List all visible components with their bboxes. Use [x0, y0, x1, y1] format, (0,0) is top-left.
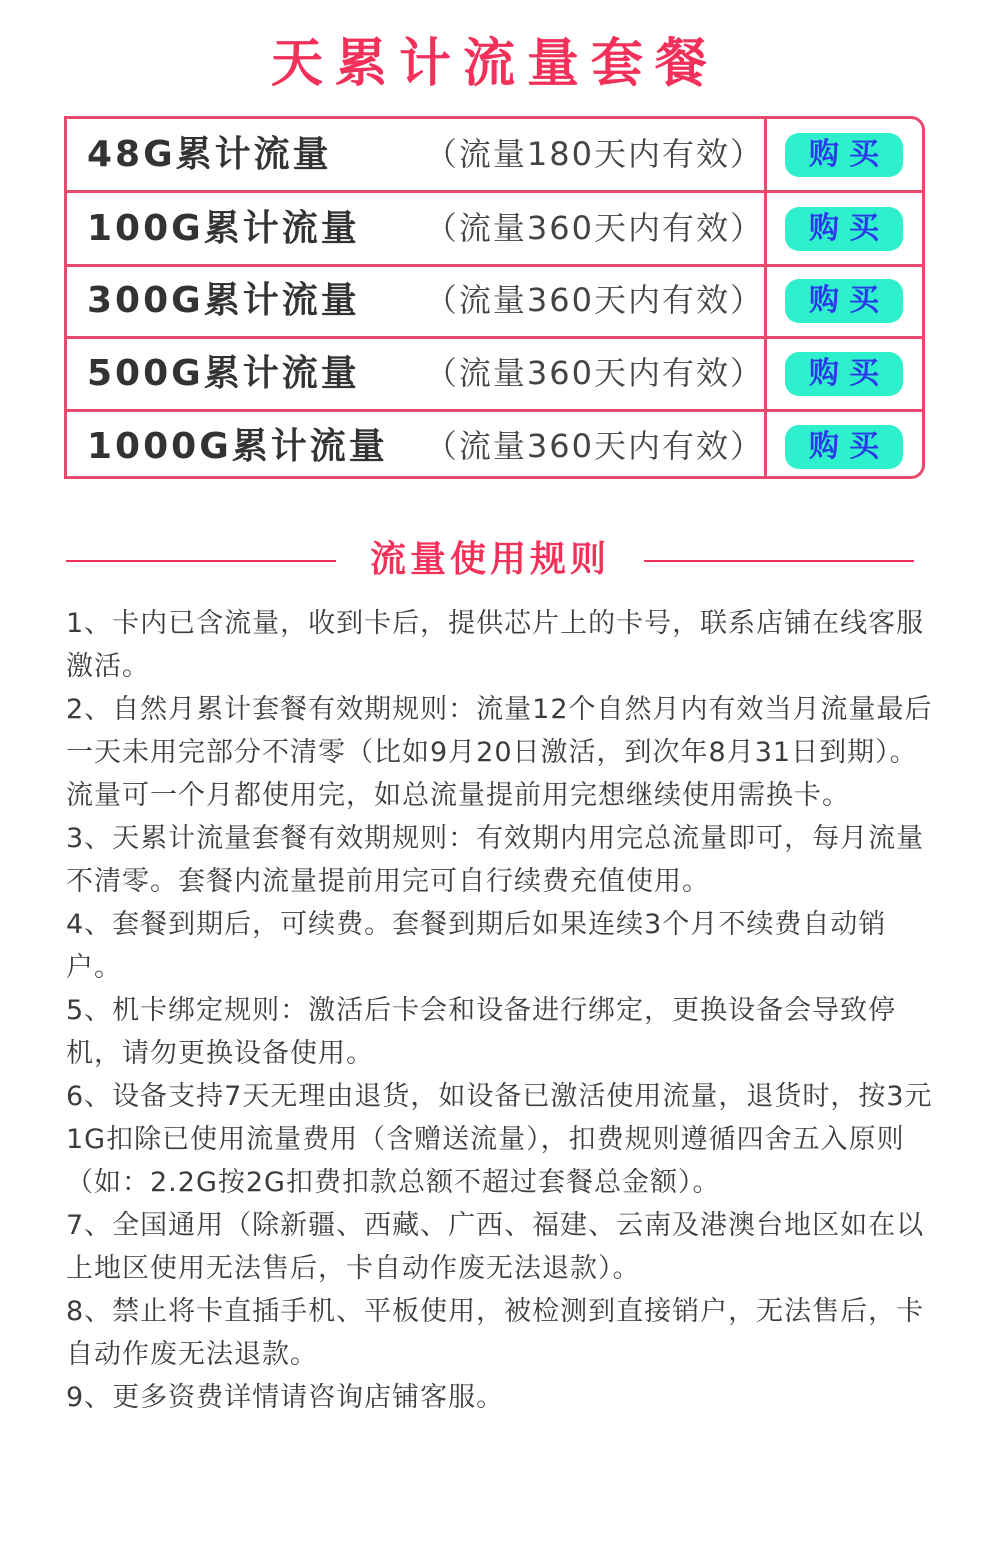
column-divider — [764, 119, 767, 190]
page-title: 天累计流量套餐 — [270, 34, 719, 94]
rules-title: 流量使用规则 — [369, 539, 610, 580]
column-divider — [764, 193, 767, 264]
rules-list — [66, 602, 934, 1419]
rules-header — [66, 530, 914, 590]
column-divider — [764, 265, 767, 336]
plan-validity: （流量360天内有效） — [424, 209, 764, 247]
plan-row — [67, 265, 922, 339]
plan-validity: （流量360天内有效） — [424, 427, 764, 465]
plan-row — [67, 193, 922, 267]
buy-button[interactable]: 购买 — [785, 425, 903, 469]
rule-item: 3、天累计流量套餐有效期规则：有效期内用完总流量即可，每月流量不清零。套餐内流量提前用完可自行续费充值使用。 — [66, 823, 925, 897]
rule-item: 5、机卡绑定规则：激活后卡会和设备进行绑定，更换设备会导致停机，请勿更换设备使用。 — [66, 995, 897, 1069]
buy-button[interactable]: 购买 — [785, 279, 903, 323]
rule-item: 7、全国通用（除新疆、西藏、广西、福建、云南及港澳台地区如在以上地区使用无法售后，卡自动作废无法退款）。 — [66, 1210, 925, 1284]
buy-button[interactable]: 购买 — [785, 352, 903, 396]
rule-item: 1、卡内已含流量，收到卡后，提供芯片上的卡号，联系店铺在线客服激活。 — [66, 608, 925, 682]
rule-item: 4、套餐到期后，可续费。套餐到期后如果连续3个月不续费自动销户。 — [66, 909, 887, 983]
plan-validity: （流量180天内有效） — [424, 135, 764, 173]
rule-item: 6、设备支持7天无理由退货，如设备已激活使用流量，退货时，按3元1G扣除已使用流量费用（含赠送流量），扣费规则遵循四舍五入原则（如：2.2G按2G扣费扣款总额不超过套餐总金额）。 — [66, 1081, 933, 1198]
plan-name: 500G累计流量 — [87, 353, 360, 394]
plan-name: 1000G累计流量 — [87, 426, 388, 467]
plan-row — [67, 119, 922, 193]
column-divider — [764, 411, 767, 479]
plan-row — [67, 411, 922, 479]
plan-name: 100G累计流量 — [87, 208, 360, 249]
plan-name: 48G累计流量 — [87, 134, 332, 175]
buy-button[interactable]: 购买 — [785, 133, 903, 177]
rule-item: 9、更多资费详情请咨询店铺客服。 — [66, 1382, 505, 1413]
plan-name: 300G累计流量 — [87, 280, 360, 321]
buy-button[interactable]: 购买 — [785, 207, 903, 251]
rule-item: 2、自然月累计套餐有效期规则：流量12个自然月内有效当月流量最后一天未用完部分不清零（比如9月20日激活，到次年8月31日到期）。流量可一个月都使用完，如总流量提前用完想继续使用需换卡。 — [66, 694, 933, 811]
rule-item: 8、禁止将卡直插手机、平板使用，被检测到直接销户，无法售后，卡自动作废无法退款。 — [66, 1296, 925, 1370]
divider-line-right — [644, 560, 914, 562]
plan-row — [67, 338, 922, 412]
plan-validity: （流量360天内有效） — [424, 281, 764, 319]
column-divider — [764, 338, 767, 409]
plan-table — [64, 116, 925, 479]
plan-validity: （流量360天内有效） — [424, 354, 764, 392]
